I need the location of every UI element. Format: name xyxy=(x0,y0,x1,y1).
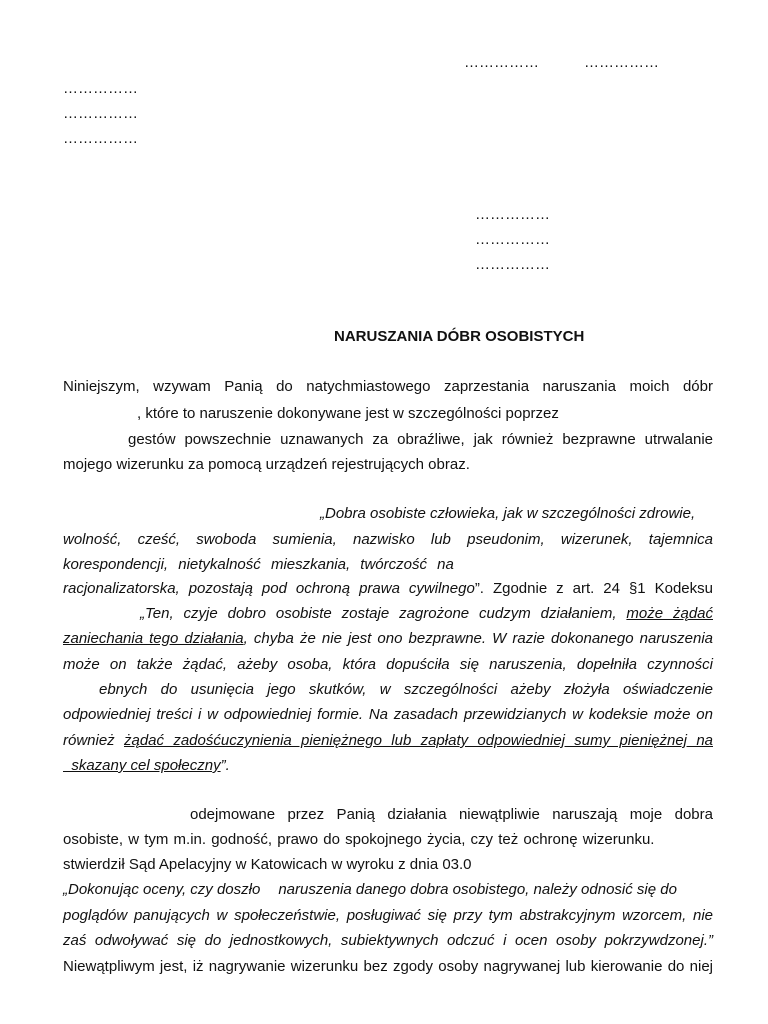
sender-line-3: …………… xyxy=(63,130,138,147)
place-placeholder: …………… xyxy=(584,54,659,71)
p3-line-4 xyxy=(63,881,713,899)
recipient-line-2: …………… xyxy=(475,231,550,248)
recipient-line-3: …………… xyxy=(475,256,550,273)
p2-line-3: korespondencji, nietykalność mieszkania, twórczość na xyxy=(63,556,454,573)
recipient-line-1: …………… xyxy=(475,206,550,223)
sender-line-2: …………… xyxy=(63,105,138,122)
p3-line-2: osobiste, w tym m.in. godność, prawo do spokojnego życia, czy też ochronę wizerunku. xyxy=(63,831,655,848)
document-title: NARUSZANIA DÓBR OSOBISTYCH xyxy=(334,328,585,345)
p2-line-11 xyxy=(63,757,713,775)
p3-line-4-text-b: naruszenia danego dobra osobistego, należy odnosić się do xyxy=(278,881,677,898)
p1-line-2: , które to naruszenie dokonywane jest w szczególności poprzez xyxy=(137,405,559,422)
p2-line-11-text: ”. xyxy=(220,757,230,774)
p2-line-10 xyxy=(63,732,713,750)
p2-line-2: wolność, cześć, swoboda sumienia, nazwisko lub pseudonim, wizerunek, tajemnica xyxy=(63,531,713,548)
p2-line-8: ebnych do usunięcia jego skutków, w szczególności ażeby złożyła oświadczenie xyxy=(99,681,713,698)
p3-line-1: odejmowane przez Panią działania niewątpliwie naruszają moje dobra xyxy=(190,806,713,823)
date-placeholder: …………… xyxy=(464,54,539,71)
p2-line-5-text: „Ten, czyje dobro osobiste zostaje zagrożone cudzym działaniem, xyxy=(140,605,627,622)
p3-line-3: stwierdził Sąd Apelacyjny w Katowicach w wyroku z dnia 03.0 xyxy=(63,856,472,873)
p2-line-7: może on także żądać, ażeby osoba, która dopuściła się naruszenia, dopełniła czynności xyxy=(63,656,713,673)
p2-line-6-text: , chyba że nie jest ono bezprawne. W razie dokonanego naruszenia xyxy=(243,630,713,647)
p2-line-4-text: ”. Zgodnie z art. 24 §1 Kodeksu xyxy=(474,580,713,597)
p2-line-5 xyxy=(140,605,713,623)
p2-line-5-underlined: może żądać xyxy=(626,605,713,622)
p1-line-3: gestów powszechnie uznawanych za obraźliwe, jak również bezprawne utrwalanie xyxy=(128,431,713,448)
p3-line-7: Niewątpliwym jest, iż nagrywanie wizerunku bez zgody osoby nagrywanej lub kierowanie do niej xyxy=(63,958,713,975)
p1-line-1: Niniejszym, wzywam Panią do natychmiastowego zaprzestania naruszania moich dóbr xyxy=(63,378,713,395)
p2-line-9: odpowiedniej treści i w odpowiedniej formie. Na zasadach przewidzianych w kodeksie może on xyxy=(63,706,713,723)
p3-line-4-text-a: „Dokonując oceny, czy doszło xyxy=(63,881,261,898)
p2-line-4 xyxy=(63,580,713,598)
p3-line-5: poglądów panujących w społeczeństwie, posługiwać się przy tym abstrakcyjnym wzorcem, nie xyxy=(63,907,713,924)
p2-line-1: „Dobra osobiste człowieka, jak w szczególności zdrowie, xyxy=(320,505,696,522)
p2-line-4-quote: racjonalizatorska, pozostają pod ochroną prawa cywilnego xyxy=(63,580,475,597)
p2-line-6-underlined: zaniechania tego działania xyxy=(63,630,244,647)
p2-line-6 xyxy=(63,630,713,648)
p2-line-10-underlined: żądać zadośćuczynienia pieniężnego lub zapłaty odpowiedniej sumy pieniężnej na xyxy=(124,732,713,749)
p2-line-10-text: również xyxy=(63,732,124,749)
sender-line-1: …………… xyxy=(63,80,138,97)
p2-line-11-underlined: skazany cel społeczny xyxy=(63,757,221,774)
p1-line-4: mojego wizerunku za pomocą urządzeń rejestrujących obraz. xyxy=(63,456,470,473)
p3-line-6: zaś odwoływać się do jednostkowych, subiektywnych odczuć i ocen osoby pokrzywdzonej.” xyxy=(63,932,713,949)
